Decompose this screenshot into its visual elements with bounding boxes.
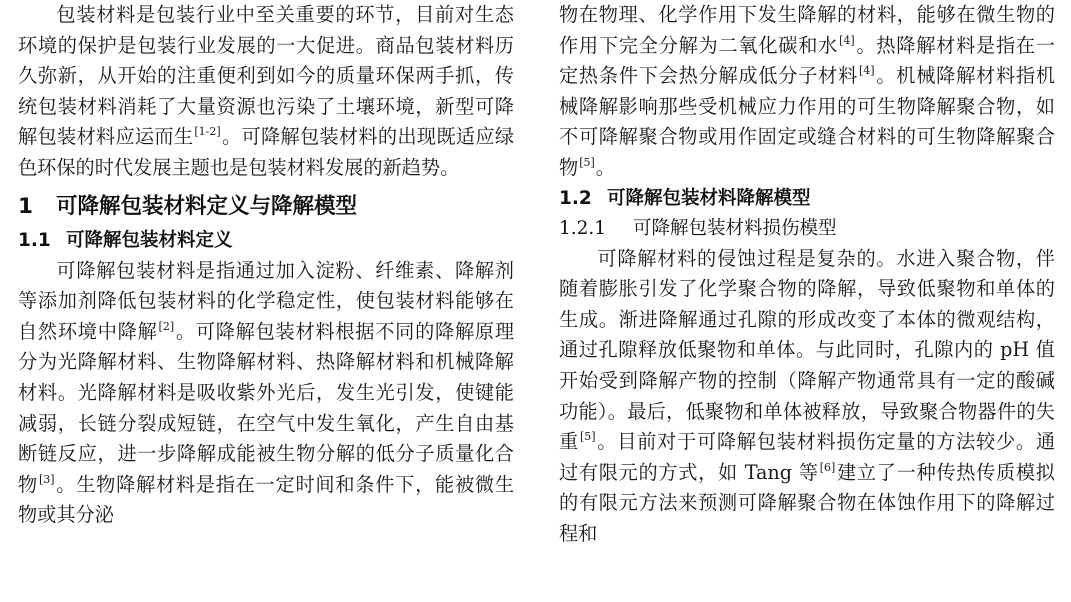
subsection-number: 1.1 xyxy=(18,229,51,251)
subsection-heading-1-2 xyxy=(559,184,1055,214)
subsubsection-title: 可降解包装材料损伤模型 xyxy=(633,217,837,239)
section-heading-1 xyxy=(18,184,514,226)
paragraph-intro: 包装材料是包装行业中至关重要的环节，目前对生态环境的保护是包装行业发展的一大促进。商品包装材料历久弥新，从开始的注重便利到如今的质量环保两手抓，传统包装材料消耗了大量资源也污染了土壤环境，新型可降解包装材料应运而生[1-2]。可降解包装材料的出现既适应绿色环保的时代发展主题也是包装材料发展的新趋势。 xyxy=(18,3,515,179)
right-column xyxy=(559,0,1055,550)
citation-ref: [6] xyxy=(819,460,836,474)
subsection-title: 可降解包装材料降解模型 xyxy=(607,187,811,209)
citation-ref: [2] xyxy=(158,319,175,333)
citation-ref: [4] xyxy=(839,33,855,47)
section-number: 1 xyxy=(18,193,33,219)
citation-ref: [3] xyxy=(38,472,55,486)
subsection-heading-1-1 xyxy=(18,226,514,256)
paragraph-damage-model: 可降解材料的侵蚀过程是复杂的。水进入聚合物，伴随着膨胀引发了化学聚合物的降解，导致低聚物和单体的生成。渐进降解通过孔隙的形成改变了本体的微观结构，通过孔隙释放低聚物和单体。与此同时，孔隙内的 pH 值开始受到降解产物的控制（降解产物通常具有一定的酸碱功能）。最后，低聚物和单体被释放，导致聚合物器件的失重[5]。目前对于可降解包装材料损伤定量的方法较少。通过有限元的方式，如 Tang 等[6]建立了一种传热传质模拟的有限元方法来预测可降解聚合物在体蚀作用下的降解过程和 xyxy=(559,246,1056,545)
subsubsection-heading-1-2-1 xyxy=(559,214,1055,244)
left-column xyxy=(18,0,514,531)
citation-ref: [5] xyxy=(579,155,595,169)
paragraph-definition: 可降解包装材料是指通过加入淀粉、纤维素、降解剂等添加剂降低包装材料的化学稳定性，使包装材料能够在自然环境中降解[2]。可降解包装材料根据不同的降解原理分为光降解材料、生物降解材料、热降解材料和机械降解材料。光降解材料是吸收紫外光后，发生光引发，使键能减弱，长链分裂成短链，在空气中发生氧化，产生自由基断链反应，进一步降解成能被生物分解的低分子质量化合物[3]。生物降解材料是指在一定时间和条件下，能被微生物或其分泌 xyxy=(18,258,515,527)
paragraph-definition-continued: 物在物理、化学作用下发生降解的材料，能够在微生物的作用下完全分解为二氧化碳和水[4]。热降解材料是指在一定热条件下会热分解成低分子材料[4]。机械降解材料指机械降解影响那些受机械应力作用的可生物降解聚合物，如不可降解聚合物或用作固定或缝合材料的可生物降解聚合物[5]。 xyxy=(559,3,1056,179)
subsection-number: 1.2 xyxy=(559,187,592,209)
subsection-title: 可降解包装材料定义 xyxy=(66,229,233,251)
subsubsection-number: 1.2.1 xyxy=(559,217,607,239)
citation-ref: [1-2] xyxy=(194,125,221,139)
citation-ref: [4] xyxy=(859,64,875,78)
section-title: 可降解包装材料定义与降解模型 xyxy=(56,193,358,219)
citation-ref: [5] xyxy=(579,430,596,444)
